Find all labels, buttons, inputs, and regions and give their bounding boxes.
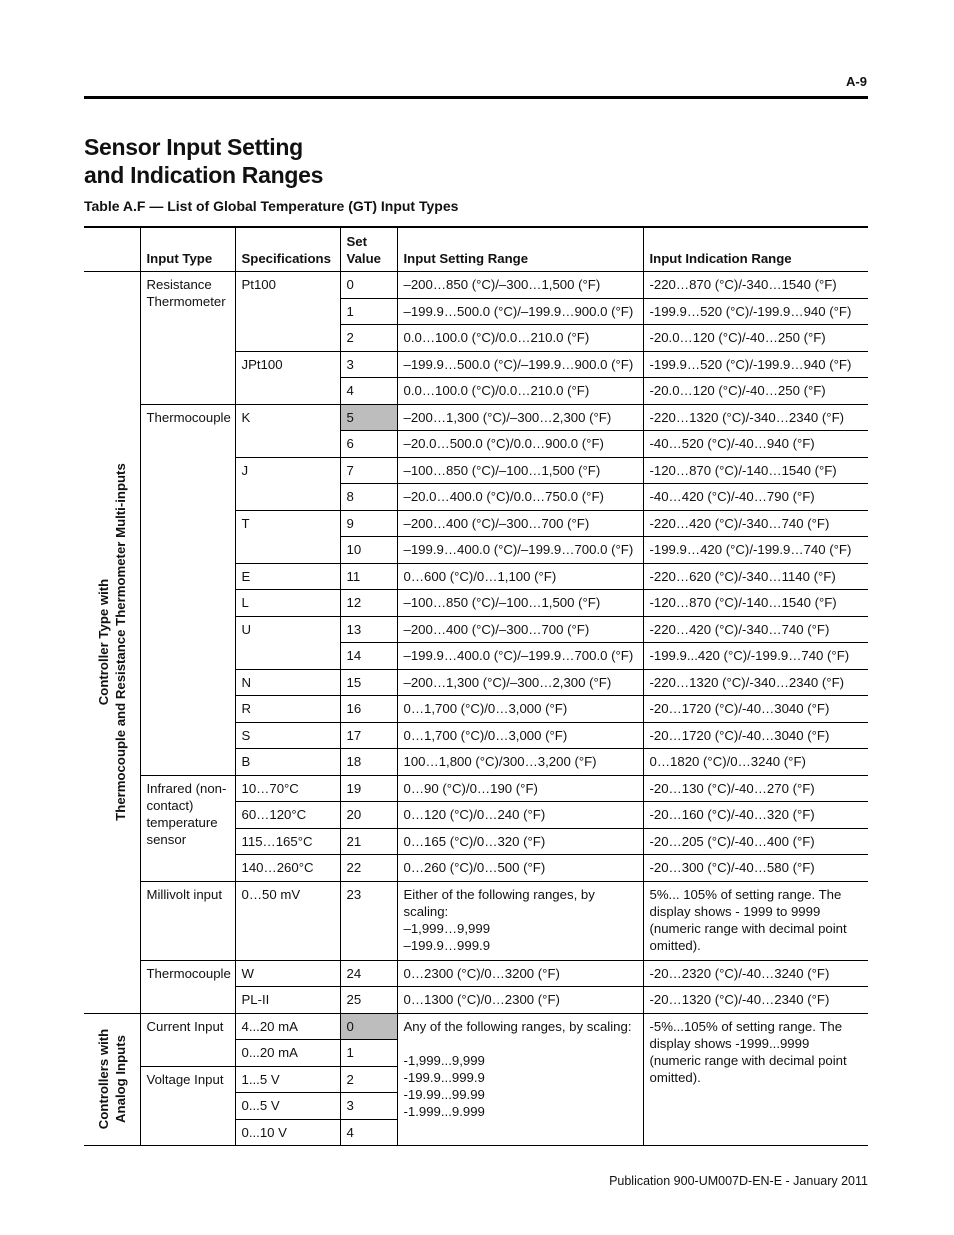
- setting-range-cell: –199.9…400.0 (°C)/–199.9…700.0 (°F): [397, 643, 643, 670]
- indication-range-cell: -5%...105% of setting range. The display shows -1999...9999 (numeric range with decimal point omitted).: [643, 1013, 868, 1146]
- set-value-cell: 12: [340, 590, 397, 617]
- indication-range-cell: -220…1320 (°C)/-340…2340 (°F): [643, 669, 868, 696]
- indication-range-cell: -220…870 (°C)/-340…1540 (°F): [643, 272, 868, 299]
- spec-cell: JPt100: [235, 351, 340, 404]
- setting-range-cell: –199.9…400.0 (°C)/–199.9…700.0 (°F): [397, 537, 643, 564]
- spec-cell: PL-II: [235, 987, 340, 1014]
- setting-range-cell: 0…2300 (°C)/0…3200 (°F): [397, 960, 643, 987]
- setting-range-cell: Any of the following ranges, by scaling: -1,999...9,999 -199.9...999.9 -19.99...99.99 -1.999...9.999: [397, 1013, 643, 1146]
- input-type-cell: Current Input: [140, 1013, 235, 1066]
- indication-range-cell: -20…1720 (°C)/-40…3040 (°F): [643, 722, 868, 749]
- spec-cell: 4...20 mA: [235, 1013, 340, 1040]
- indication-range-cell: -40…520 (°C)/-40…940 (°F): [643, 431, 868, 458]
- setting-range-cell: –100…850 (°C)/–100…1,500 (°F): [397, 590, 643, 617]
- setting-range-cell: 0.0…100.0 (°C)/0.0…210.0 (°F): [397, 378, 643, 405]
- spec-cell: 140…260°C: [235, 855, 340, 882]
- indication-range-cell: -220…620 (°C)/-340…1140 (°F): [643, 563, 868, 590]
- indication-range-cell: -220…420 (°C)/-340…740 (°F): [643, 616, 868, 643]
- setting-range-cell: –199.9…500.0 (°C)/–199.9…900.0 (°F): [397, 298, 643, 325]
- indication-range-cell: -20…205 (°C)/-40…400 (°F): [643, 828, 868, 855]
- indication-range-cell: 0…1820 (°C)/0…3240 (°F): [643, 749, 868, 776]
- set-value-cell: 18: [340, 749, 397, 776]
- setting-range-cell: 0…120 (°C)/0…240 (°F): [397, 802, 643, 829]
- spec-cell: 10…70°C: [235, 775, 340, 802]
- set-value-cell: 19: [340, 775, 397, 802]
- set-value-cell: 10: [340, 537, 397, 564]
- indication-range-cell: -20…160 (°C)/-40…320 (°F): [643, 802, 868, 829]
- indication-range-cell: -199.9…520 (°C)/-199.9…940 (°F): [643, 351, 868, 378]
- setting-range-cell: –20.0…400.0 (°C)/0.0…750.0 (°F): [397, 484, 643, 511]
- set-value-cell: 1: [340, 1040, 397, 1067]
- setting-range-cell: 0…1,700 (°C)/0…3,000 (°F): [397, 696, 643, 723]
- indication-range-cell: -220…1320 (°C)/-340…2340 (°F): [643, 404, 868, 431]
- spec-cell: T: [235, 510, 340, 563]
- section-title: [84, 133, 323, 189]
- spec-cell: R: [235, 696, 340, 723]
- indication-range-header: Input Indication Range: [643, 227, 868, 272]
- indication-range-cell: -120…870 (°C)/-140…1540 (°F): [643, 590, 868, 617]
- indication-range-cell: -20…1320 (°C)/-40…2340 (°F): [643, 987, 868, 1014]
- indication-range-cell: -20…1720 (°C)/-40…3040 (°F): [643, 696, 868, 723]
- set-value-cell: 1: [340, 298, 397, 325]
- set-value-cell: 2: [340, 325, 397, 352]
- spec-cell: E: [235, 563, 340, 590]
- spec-cell: 0...5 V: [235, 1093, 340, 1120]
- setting-range-cell: –200…400 (°C)/–300…700 (°F): [397, 510, 643, 537]
- setting-range-cell: –100…850 (°C)/–100…1,500 (°F): [397, 457, 643, 484]
- indication-range-cell: -40…420 (°C)/-40…790 (°F): [643, 484, 868, 511]
- set-value-cell-default: 0: [340, 1013, 397, 1040]
- setting-range-cell: 0…165 (°C)/0…320 (°F): [397, 828, 643, 855]
- table-caption: Table A.F — List of Global Temperature (GT) Input Types: [84, 198, 459, 214]
- set-value-header: Set Value: [340, 227, 397, 272]
- table-row: [84, 1013, 868, 1040]
- table-row: [84, 881, 868, 960]
- group-label-text: Controllers with Analog Inputs: [95, 1029, 128, 1130]
- setting-range-cell: –199.9…500.0 (°C)/–199.9…900.0 (°F): [397, 351, 643, 378]
- spec-cell: N: [235, 669, 340, 696]
- input-types-table: [84, 226, 868, 1146]
- table-header-row: [84, 227, 868, 272]
- setting-range-cell: –200…1,300 (°C)/–300…2,300 (°F): [397, 669, 643, 696]
- setting-range-cell: 0…600 (°C)/0…1,100 (°F): [397, 563, 643, 590]
- set-value-cell: 16: [340, 696, 397, 723]
- set-value-cell: 13: [340, 616, 397, 643]
- setting-range-header: Input Setting Range: [397, 227, 643, 272]
- set-value-cell: 14: [340, 643, 397, 670]
- setting-range-cell: Either of the following ranges, by scaling: –1,999…9,999 –199.9…999.9: [397, 881, 643, 960]
- indication-range-cell: -120…870 (°C)/-140…1540 (°F): [643, 457, 868, 484]
- input-type-cell: Infrared (non-contact) temperature sensor: [140, 775, 235, 881]
- set-value-cell: 11: [340, 563, 397, 590]
- setting-range-cell: 0…260 (°C)/0…500 (°F): [397, 855, 643, 882]
- spec-cell: Pt100: [235, 272, 340, 352]
- setting-range-cell: –200…400 (°C)/–300…700 (°F): [397, 616, 643, 643]
- spec-cell: U: [235, 616, 340, 669]
- indication-range-cell: -199.9...420 (°C)/-199.9…740 (°F): [643, 643, 868, 670]
- set-value-cell: 0: [340, 272, 397, 299]
- set-value-cell: 24: [340, 960, 397, 987]
- indication-range-cell: -220…420 (°C)/-340…740 (°F): [643, 510, 868, 537]
- table-row: [84, 775, 868, 802]
- header-rule: [84, 96, 868, 99]
- input-type-cell: Thermocouple: [140, 960, 235, 1013]
- indication-range-cell: -199.9…520 (°C)/-199.9…940 (°F): [643, 298, 868, 325]
- setting-range-cell: 100…1,800 (°C)/300…3,200 (°F): [397, 749, 643, 776]
- table-row: [84, 272, 868, 299]
- set-value-cell: 9: [340, 510, 397, 537]
- set-value-cell: 2: [340, 1066, 397, 1093]
- group-label-analog: [84, 1013, 140, 1146]
- setting-range-cell: 0.0…100.0 (°C)/0.0…210.0 (°F): [397, 325, 643, 352]
- table-row: [84, 960, 868, 987]
- input-type-cell: Voltage Input: [140, 1066, 235, 1146]
- indication-range-cell: -20.0…120 (°C)/-40…250 (°F): [643, 325, 868, 352]
- indication-range-cell: -20…2320 (°C)/-40…3240 (°F): [643, 960, 868, 987]
- spec-cell: J: [235, 457, 340, 510]
- group-label-multi-inputs: [84, 272, 140, 1014]
- spec-cell: L: [235, 590, 340, 617]
- indication-range-cell: 5%... 105% of setting range. The display shows - 1999 to 9999 (numeric range with decimal point omitted).: [643, 881, 868, 960]
- page-number: A-9: [846, 74, 867, 89]
- set-value-cell: 17: [340, 722, 397, 749]
- spec-cell: 0...10 V: [235, 1119, 340, 1146]
- set-value-cell: 23: [340, 881, 397, 960]
- set-value-cell: 4: [340, 378, 397, 405]
- table-row: [84, 404, 868, 431]
- spec-cell: 0…50 mV: [235, 881, 340, 960]
- setting-range-cell: –200…1,300 (°C)/–300…2,300 (°F): [397, 404, 643, 431]
- spec-cell: 60…120°C: [235, 802, 340, 829]
- set-value-cell-default: 5: [340, 404, 397, 431]
- setting-range-cell: –20.0…500.0 (°C)/0.0…900.0 (°F): [397, 431, 643, 458]
- input-type-cell: Thermocouple: [140, 404, 235, 775]
- spec-cell: B: [235, 749, 340, 776]
- set-value-cell: 25: [340, 987, 397, 1014]
- set-value-cell: 21: [340, 828, 397, 855]
- set-value-cell: 22: [340, 855, 397, 882]
- spec-cell: 1...5 V: [235, 1066, 340, 1093]
- setting-range-cell: 0…1300 (°C)/0…2300 (°F): [397, 987, 643, 1014]
- set-value-cell: 6: [340, 431, 397, 458]
- title-line-2: and Indication Ranges: [84, 162, 324, 188]
- indication-range-cell: -20…300 (°C)/-40…580 (°F): [643, 855, 868, 882]
- indication-range-cell: -20…130 (°C)/-40…270 (°F): [643, 775, 868, 802]
- set-value-cell: 8: [340, 484, 397, 511]
- group-header: [84, 227, 140, 272]
- set-value-cell: 3: [340, 351, 397, 378]
- set-value-cell: 3: [340, 1093, 397, 1120]
- set-value-cell: 15: [340, 669, 397, 696]
- publication-footer: Publication 900-UM007D-EN-E - January 2011: [609, 1174, 868, 1188]
- spec-cell: 115…165°C: [235, 828, 340, 855]
- spec-cell: K: [235, 404, 340, 457]
- setting-range-cell: –200…850 (°C)/–300…1,500 (°F): [397, 272, 643, 299]
- input-type-cell: Resistance Thermometer: [140, 272, 235, 405]
- specifications-header: Specifications: [235, 227, 340, 272]
- set-value-cell: 7: [340, 457, 397, 484]
- input-type-header: Input Type: [140, 227, 235, 272]
- setting-range-cell: 0…1,700 (°C)/0…3,000 (°F): [397, 722, 643, 749]
- input-type-cell: Millivolt input: [140, 881, 235, 960]
- spec-cell: S: [235, 722, 340, 749]
- indication-range-cell: -20.0…120 (°C)/-40…250 (°F): [643, 378, 868, 405]
- setting-range-cell: 0…90 (°C)/0…190 (°F): [397, 775, 643, 802]
- title-line-1: Sensor Input Setting: [84, 134, 303, 160]
- indication-range-cell: -199.9…420 (°C)/-199.9…740 (°F): [643, 537, 868, 564]
- spec-cell: W: [235, 960, 340, 987]
- spec-cell: 0...20 mA: [235, 1040, 340, 1067]
- set-value-cell: 4: [340, 1119, 397, 1146]
- set-value-cell: 20: [340, 802, 397, 829]
- group-label-text: Controller Type with Thermocouple and Resistance Thermometer Multi-inputs: [95, 463, 128, 822]
